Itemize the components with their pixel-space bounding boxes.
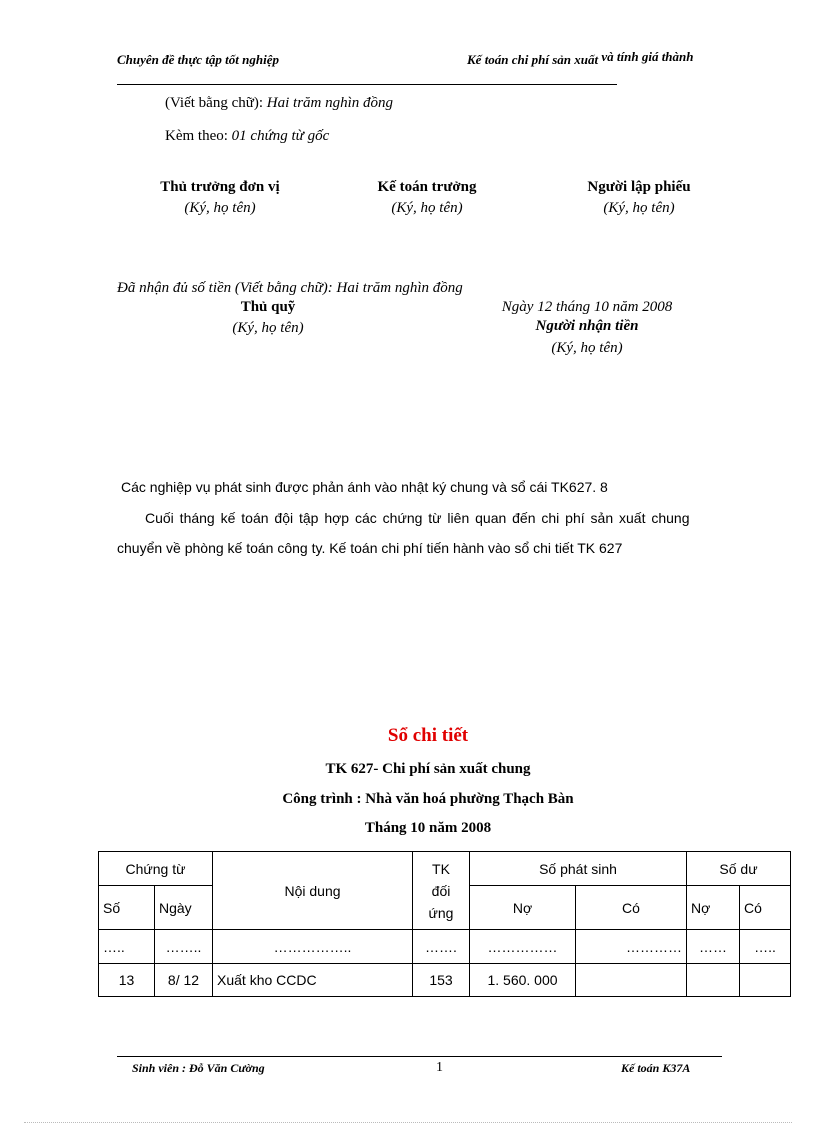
col-balance-credit: Có	[740, 886, 791, 930]
table-cell: …..	[740, 930, 791, 964]
table-cell: ……..	[155, 930, 213, 964]
signer-head-note: (Ký, họ tên)	[184, 200, 256, 216]
attached-value: 01 chứng từ gốc	[231, 128, 330, 144]
received-line	[117, 280, 463, 297]
col-arising: Số phát sinh	[470, 852, 687, 886]
receiver-title: Người nhận tiền	[535, 318, 639, 334]
ledger-project: Công trình : Nhà văn hoá phường Thạch Bàn	[282, 791, 574, 807]
table-cell: 1. 560. 000	[470, 964, 576, 997]
col-content: Nội dung	[213, 852, 413, 930]
cashier-note: (Ký, họ tên)	[232, 320, 304, 336]
ledger-table	[98, 851, 791, 997]
written-amount-value: Hai trăm nghìn đồng	[266, 95, 394, 111]
ledger-account: TK 627- Chi phí sản xuất chung	[325, 761, 531, 777]
table-cell: ……………..	[213, 930, 413, 964]
attached-line	[165, 128, 329, 145]
signer-preparer-note: (Ký, họ tên)	[603, 200, 675, 216]
col-tk-line-1: TK	[432, 860, 450, 877]
col-tk-line-2: đối	[431, 882, 451, 899]
table-cell: ……	[687, 930, 740, 964]
receiver-note: (Ký, họ tên)	[551, 340, 623, 356]
cashier-title: Thủ quỹ	[240, 299, 296, 315]
signer-preparer-title: Người lập phiếu	[587, 179, 691, 195]
table-cell: ……………	[470, 930, 576, 964]
col-balance: Số dư	[687, 852, 791, 886]
signer-chief-accountant-title: Kế toán trưởng	[377, 179, 477, 195]
body-line-1: Các nghiệp vụ phát sinh được phản ánh vào nhật ký chung và sổ cái TK627. 8	[121, 479, 608, 495]
received-label: Đã nhận đủ số tiền (Viết bằng chữ):	[117, 280, 333, 296]
ledger-period: Tháng 10 năm 2008	[364, 820, 492, 836]
col-debit: Nợ	[470, 886, 576, 930]
ledger-title: Sổ chi tiết	[387, 725, 469, 746]
header-right-a: Kế toán chi phí sản xuất	[467, 52, 599, 67]
footer-class: Kế toán K37A	[621, 1061, 691, 1075]
col-balance-debit: Nợ	[687, 886, 740, 930]
header-right	[467, 49, 694, 68]
written-amount-label: (Viết bằng chữ):	[165, 95, 264, 111]
footer-rule	[117, 1056, 722, 1057]
signer-chief-accountant-note: (Ký, họ tên)	[391, 200, 463, 216]
table-cell: 13	[99, 964, 155, 997]
attached-label: Kèm theo:	[165, 128, 228, 144]
header-rule	[117, 84, 617, 85]
date-line: Ngày 12 tháng 10 năm 2008	[501, 299, 673, 315]
body-line-2: Cuối tháng kế toán đội tập hợp các chứng từ liên quan đến chi phí sản xuất chung	[145, 510, 690, 526]
footer-student: Sinh viên : Đỗ Văn Cường	[132, 1061, 265, 1075]
col-credit: Có	[576, 886, 687, 930]
table-cell: 8/ 12	[155, 964, 213, 997]
table-cell: …..	[99, 930, 155, 964]
col-counter-account	[413, 852, 470, 930]
table-cell: …………	[576, 930, 687, 964]
table-row	[99, 930, 791, 964]
signer-head-title: Thủ trưởng đơn vị	[160, 179, 280, 195]
table-row	[99, 964, 791, 997]
col-date: Ngày	[155, 886, 213, 930]
table-cell: 153	[413, 964, 470, 997]
table-cell: Xuất kho CCDC	[213, 964, 413, 997]
header-right-b: và tính giá thành	[601, 49, 694, 64]
col-voucher: Chứng từ	[99, 852, 213, 886]
received-value: Hai trăm nghìn đồng	[336, 280, 463, 296]
table-cell: …….	[413, 930, 470, 964]
body-line-3: chuyển về phòng kế toán công ty. Kế toán chi phí tiến hành vào sổ chi tiết TK 627	[117, 540, 623, 556]
col-number: Số	[99, 886, 155, 930]
col-tk-line-3: ứng	[428, 904, 454, 921]
table-cell	[687, 964, 740, 997]
table-cell	[576, 964, 687, 997]
header-left: Chuyên đề thực tập tốt nghiệp	[117, 52, 279, 67]
table-cell	[740, 964, 791, 997]
footer-page-number: 1	[436, 1060, 443, 1075]
written-amount-line	[165, 95, 393, 112]
